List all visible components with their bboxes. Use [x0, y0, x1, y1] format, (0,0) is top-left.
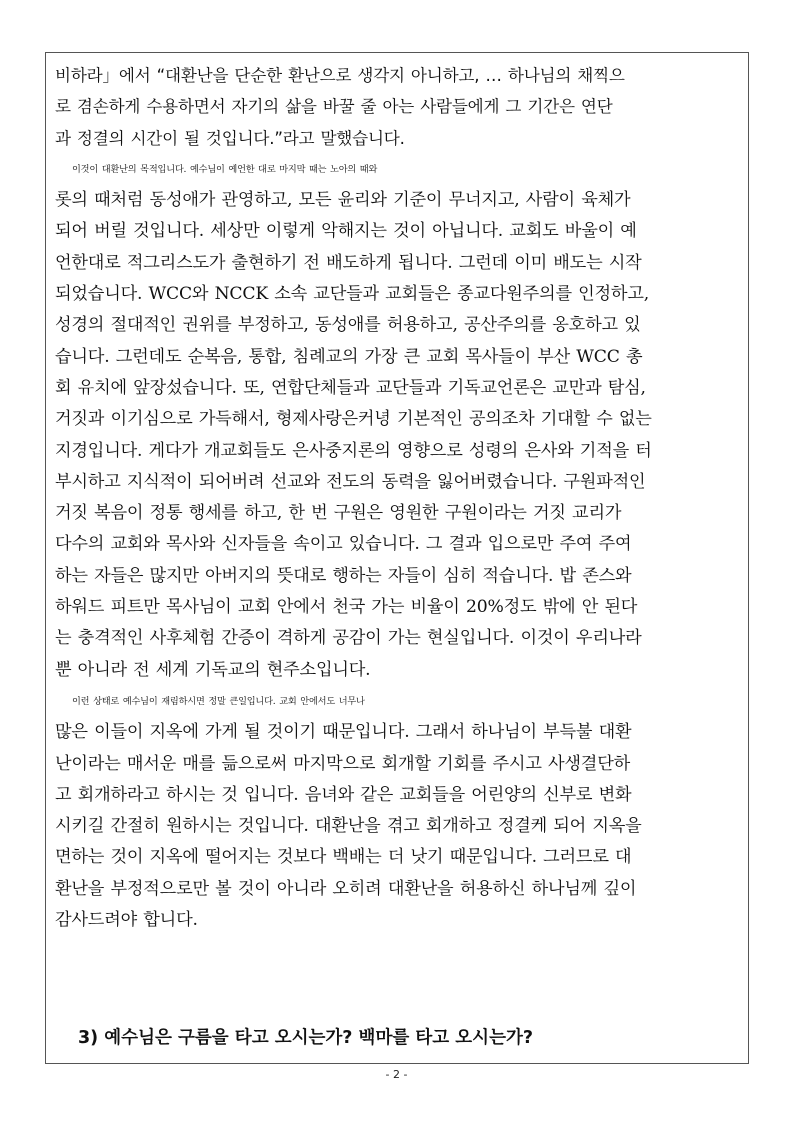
text-line: 뿐 아니라 전 세계 기독교의 현주소입니다. — [55, 659, 371, 680]
text-line: 환난을 부정적으로만 볼 것이 아니라 오히려 대환난을 허용하신 하나님께 깊이 — [55, 878, 637, 899]
text-line: 거짓과 이기심으로 가득해서, 형제사랑은커녕 기본적인 공의조차 기대할 수 없는 — [55, 409, 652, 430]
text-line: 되었습니다. WCC와 NCCK 소속 교단들과 교회들은 종교다원주의를 인정하고, — [55, 284, 650, 305]
text-line: 이런 상태로 예수님이 재림하시면 정말 큰일입니다. 교회 안에서도 너무나 — [72, 695, 365, 707]
text-line: 로 겸손하게 수용하면서 자기의 삶을 바꿀 줄 아는 사람들에게 그 기간은 연단 — [55, 97, 613, 117]
text-line: 지경입니다. 게다가 개교회들도 은사중지론의 영향으로 성령의 은사와 기적을 터 — [55, 440, 652, 461]
text-line: 시키길 간절히 원하시는 것입니다. 대환난을 겪고 회개하고 정결케 되어 지옥을 — [55, 816, 642, 837]
paragraph-3 — [55, 686, 741, 936]
text-line: 난이라는 매서운 매를 듦으로써 마지막으로 회개할 기회를 주시고 사생결단하 — [55, 753, 631, 774]
text-line: 감사드려야 합니다. — [55, 910, 198, 931]
text-line: 언한대로 적그리스도가 출현하기 전 배도하게 됩니다. 그런데 이미 배도는 시작 — [55, 252, 642, 273]
text-line: 이것이 대환난의 목적입니다. 예수님이 예언한 대로 마지막 때는 노아의 때와 — [72, 163, 378, 175]
paragraph-1 — [55, 60, 741, 154]
text-line: 되어 버릴 것입니다. 세상만 이렇게 악해지는 것이 아닙니다. 교회도 바울이 예 — [55, 221, 637, 242]
text-line: 하는 자들은 많지만 아버지의 뜻대로 행하는 자들이 심히 적습니다. 밥 존스와 — [55, 565, 632, 586]
text-line: 비하라」에서 “대환난을 단순한 환난으로 생각지 아니하고, … 하나님의 채찍으 — [55, 66, 625, 85]
text-line: 회 유치에 앞장섰습니다. 또, 연합단체들과 교단들과 기독교언론은 교만과 탐심, — [55, 377, 646, 398]
text-line: 다수의 교회와 목사와 신자들을 속이고 있습니다. 그 결과 입으로만 주여 주여 — [55, 534, 632, 555]
section-heading: 3) 예수님은 구름을 타고 오시는가? 백마를 타고 오시는가? — [78, 1028, 534, 1048]
text-line: 면하는 것이 지옥에 떨어지는 것보다 백배는 더 낫기 때문입니다. 그러므로 대 — [55, 847, 632, 868]
text-line: 부시하고 지식적이 되어버려 선교와 전도의 동력을 잃어버렸습니다. 구원파적인 — [55, 471, 646, 492]
text-line: 과 정결의 시간이 될 것입니다.”라고 말했습니다. — [55, 128, 405, 148]
text-line: 성경의 절대적인 권위를 부정하고, 동성애를 허용하고, 공산주의를 옹호하고 있 — [55, 315, 641, 336]
text-line: 롯의 때처럼 동성애가 관영하고, 모든 윤리와 기준이 무너지고, 사람이 육체가 — [55, 190, 631, 211]
text-line: 고 회개하라고 하시는 것 입니다. 음녀와 같은 교회들을 어린양의 신부로 변화 — [55, 784, 632, 805]
text-line: 많은 이들이 지옥에 가게 될 것이기 때문입니다. 그래서 하나님이 부득불 대환 — [55, 722, 632, 743]
text-line: 하워드 피트만 목사님이 교회 안에서 천국 가는 비율이 20%정도 밖에 안 된다 — [55, 597, 638, 618]
body-text — [55, 60, 741, 936]
text-line: 는 충격적인 사후체험 간증이 격하게 공감이 가는 현실입니다. 이것이 우리나라 — [55, 628, 642, 649]
text-line: 습니다. 그런데도 순복음, 통합, 침례교의 가장 큰 교회 목사들이 부산 WCC 총 — [55, 346, 643, 367]
text-line: 거짓 복음이 정통 행세를 하고, 한 번 구원은 영원한 구원이라는 거짓 교리가 — [55, 503, 622, 524]
paragraph-2 — [55, 154, 741, 686]
page-number: - 2 - — [385, 1068, 408, 1081]
